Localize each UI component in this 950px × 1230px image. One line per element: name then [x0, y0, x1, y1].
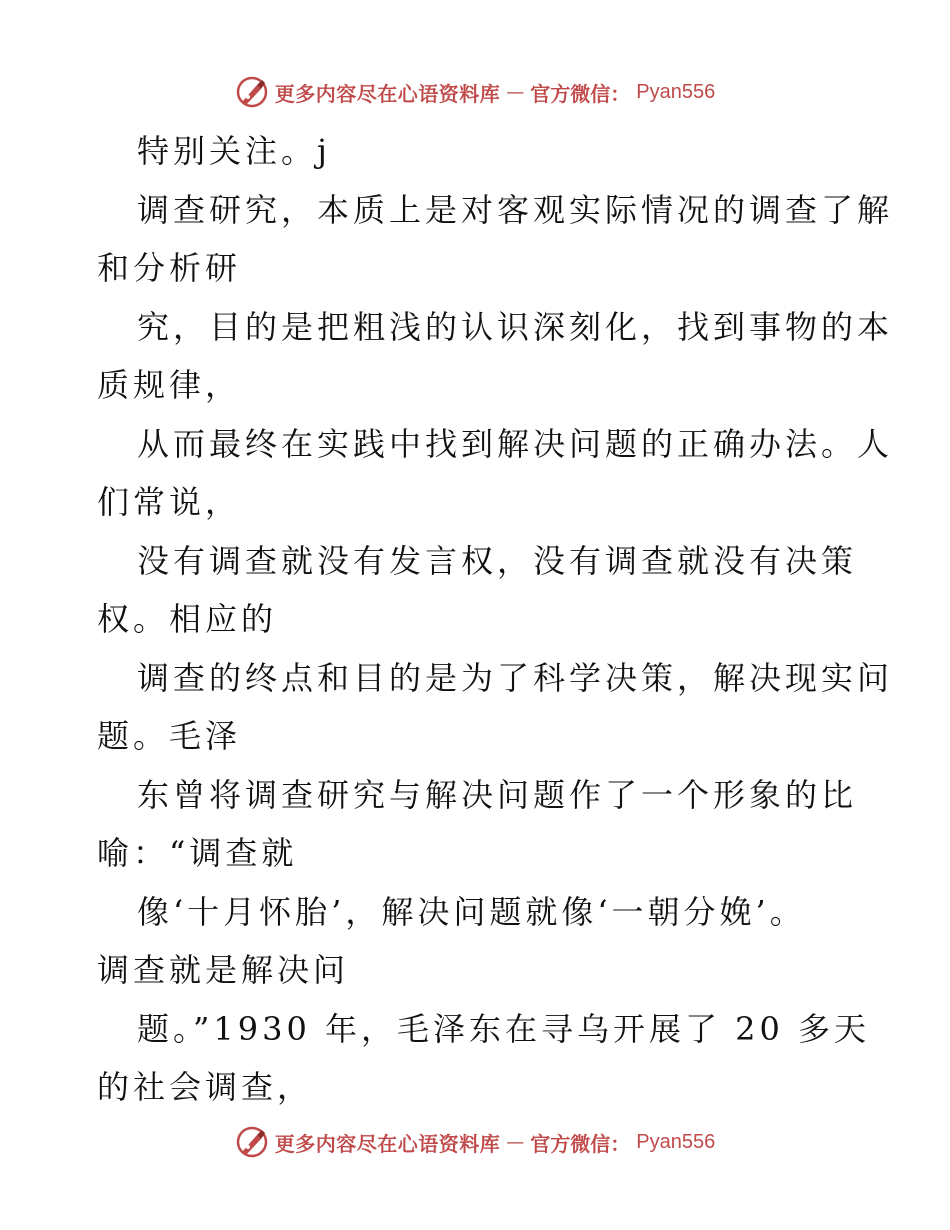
body-line: 调查研究，本质上是对客观实际情况的调查了解: [137, 190, 894, 229]
body-line: 们常说，: [97, 483, 242, 521]
pen-logo-icon: [235, 1125, 269, 1159]
body-line: 调查的终点和目的是为了科学决策，解决现实问: [137, 658, 894, 697]
header-account: Pyan556: [636, 80, 716, 103]
body-line: 调查就是解决问: [97, 951, 350, 989]
body-line: 没有调查就没有发言权，没有调查就没有决策: [137, 541, 858, 580]
body-line: 和分析研: [97, 249, 242, 287]
footer-separator: —: [506, 1131, 525, 1153]
footer-site-text: 更多内容尽在心语资料库: [274, 1131, 501, 1156]
body-line: 特别关注。j: [137, 132, 331, 170]
footer-account: Pyan556: [636, 1130, 716, 1153]
header-site-text: 更多内容尽在心语资料库: [274, 81, 501, 106]
body-line: 喻：“调查就: [97, 834, 298, 872]
header-wechat-label: 官方微信：: [530, 81, 631, 106]
footer-banner: [0, 1122, 950, 1162]
body-line: 像‘十月怀胎’，解决问题就像‘一朝分娩’。: [137, 892, 806, 931]
body-line: 的社会调查，: [97, 1068, 314, 1106]
pen-logo-icon: [235, 75, 269, 109]
header-banner: [0, 72, 950, 112]
body-line: 题。”1930 年，毛泽东在寻乌开展了 20 多天: [137, 1009, 871, 1048]
body-line: 题。毛泽: [97, 717, 242, 755]
document-body: [97, 122, 894, 1117]
body-line: 东曾将调查研究与解决问题作了一个形象的比: [137, 775, 858, 814]
footer-wechat-label: 官方微信：: [530, 1131, 631, 1156]
body-line: 究，目的是把粗浅的认识深刻化，找到事物的本: [137, 307, 894, 346]
body-line: 权。相应的: [97, 600, 278, 638]
body-line: 质规律，: [97, 366, 242, 404]
header-separator: —: [506, 81, 525, 103]
body-line: 从而最终在实践中找到解决问题的正确办法。人: [137, 424, 894, 463]
